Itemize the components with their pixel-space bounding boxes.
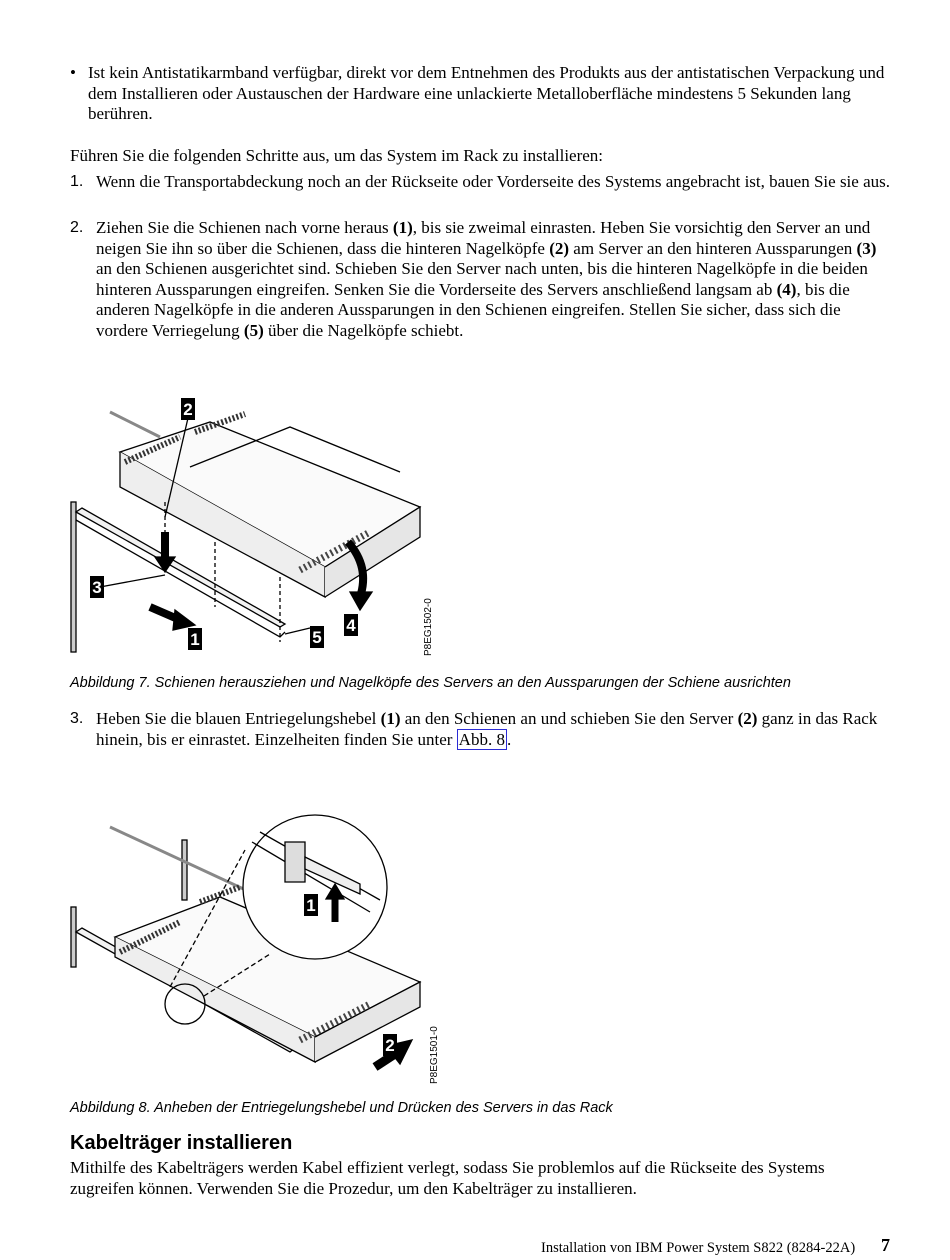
callout-1: 1 <box>190 630 200 649</box>
figure-7-caption: Abbildung 7. Schienen herausziehen und Nagelköpfe des Servers an den Aussparungen der Schiene ausrichten <box>70 675 791 691</box>
intro-paragraph: Führen Sie die folgenden Schritte aus, um das System im Rack zu installieren: <box>70 146 604 165</box>
callout-5: 5 <box>312 628 322 647</box>
step-text: Ziehen Sie die Schienen nach vorne heraus (1), bis sie zweimal einrasten. Heben Sie vorsichtig den Server an und neigen Sie ihn so über die Schienen, dass die hinteren Nagelköpfe (2) am Server an den hinteren Aussparungen (3) an den Schienen ausgerichtet sind. Schieben Sie den Server nach unten, bis die hinteren Nagelköpfe in die beiden hinteren Aussparungen eingreifen. Senken Sie die Vorderseite des Servers anschließend langsam ab (4), bis die anderen Nagelköpfe in die anderen Aussparungen in den Schienen eingreifen. Stellen Sie sicher, dass sich die vordere Verriegelung (5) über die Nagelköpfe schiebt. <box>96 218 877 340</box>
callout-4: 4 <box>346 616 356 635</box>
callout-2: 2 <box>183 400 193 419</box>
footer-title: Installation von IBM Power System S822 (8284-22A) <box>541 1240 856 1256</box>
rack-post <box>71 502 76 652</box>
figure-8-code: P8EG1501-0 <box>429 1026 440 1084</box>
section-heading: Kabelträger installieren <box>70 1132 293 1154</box>
step-text: Heben Sie die blauen Entriegelungshebel (1) an den Schienen an und schieben Sie den Server (2) ganz in das Rack hinein, bis er einrastet. Einzelheiten finden Sie unter Abb. 8 . <box>96 709 878 749</box>
step-1 <box>70 172 892 193</box>
callout-2: 2 <box>385 1036 395 1055</box>
step-3 <box>70 709 892 750</box>
bullet-mark: • <box>70 63 76 82</box>
figure-8-caption: Abbildung 8. Anheben der Entriegelungshebel und Drücken des Servers in das Rack <box>70 1100 613 1116</box>
section-paragraph: Mithilfe des Kabelträgers werden Kabel effizient verlegt, sodass Sie problemlos auf die Rückseite des Systems zugreifen können. Verwenden Sie die Prozedur, um den Kabelträger zu installieren. <box>70 1158 825 1198</box>
step-text: Wenn die Transportabdeckung noch an der Rückseite oder Vorderseite des Systems angebracht ist, bauen Sie sie aus. <box>96 172 890 191</box>
page-number: 7 <box>881 1235 890 1255</box>
step-number: 3. <box>70 710 84 727</box>
bullet-item <box>70 63 890 125</box>
detail-circle <box>243 815 387 959</box>
rack-post <box>71 907 76 967</box>
figure-7-code: P8EG1502-0 <box>423 598 434 656</box>
step-2 <box>70 218 892 342</box>
figure-8-illustration <box>70 782 450 1087</box>
callout-3: 3 <box>92 578 102 597</box>
step-number: 2. <box>70 219 84 236</box>
callout-1: 1 <box>306 896 316 915</box>
figure-8-link[interactable]: Abb. 8 <box>458 729 505 749</box>
bullet-text: Ist kein Antistatikarmband verfügbar, direkt vor dem Entnehmen des Produkts aus der antistatischen Verpackung und dem Installieren oder Austauschen der Hardware eine unlackierte Metalloberfläche mindestens 5 Sekunden lang berühren. <box>88 63 885 124</box>
step-number: 1. <box>70 173 84 190</box>
figure-7-illustration <box>70 392 450 662</box>
